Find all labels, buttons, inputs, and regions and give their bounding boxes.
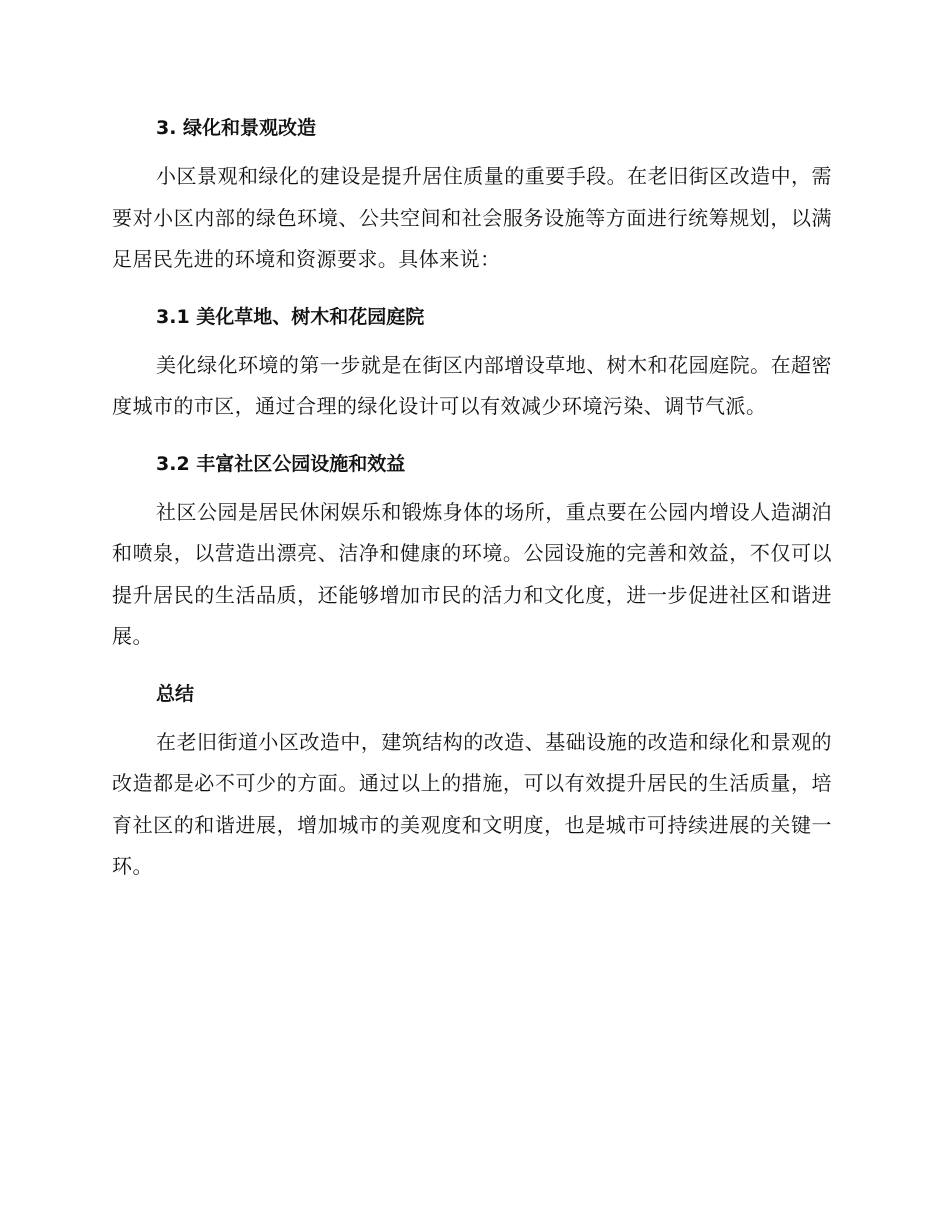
document-body	[112, 108, 832, 904]
section-heading-summary: 总结	[156, 682, 195, 705]
section-heading-greening: 3. 绿化和景观改造	[156, 117, 317, 139]
section-paragraph-summary: 在老旧街道小区改造中，建筑结构的改造、基础设施的改造和绿化和景观的改造都是必不可少的方面。通过以上的措施，可以有效提升居民的生活质量，培育社区的和谐进展，增加城市的美观度和文明度，也是城市可持续进展的关键一环。	[112, 729, 832, 878]
section-heading-lawns-trees: 3.1 美化草地、树木和花园庭院	[156, 305, 425, 328]
section-heading-community-park: 3.2 丰富社区公园设施和效益	[156, 452, 406, 475]
section-paragraph-community-park: 社区公园是居民休闲娱乐和锻炼身体的场所，重点要在公园内增设人造湖泊和喷泉，以营造出漂亮、洁净和健康的环境。公园设施的完善和效益，不仅可以提升居民的生活品质，还能够增加市民的活力和文化度，进一步促进社区和谐进展。	[112, 499, 832, 648]
section-paragraph-greening: 小区景观和绿化的建设是提升居住质量的重要手段。在老旧街区改造中，需要对小区内部的绿色环境、公共空间和社会服务设施等方面进行统筹规划，以满足居民先进的环境和资源要求。具体来说：	[112, 164, 832, 271]
section-paragraph-lawns-trees: 美化绿化环境的第一步就是在街区内部增设草地、树木和花园庭院。在超密度城市的市区，通过合理的绿化设计可以有效减少环境污染、调节气派。	[112, 352, 832, 418]
